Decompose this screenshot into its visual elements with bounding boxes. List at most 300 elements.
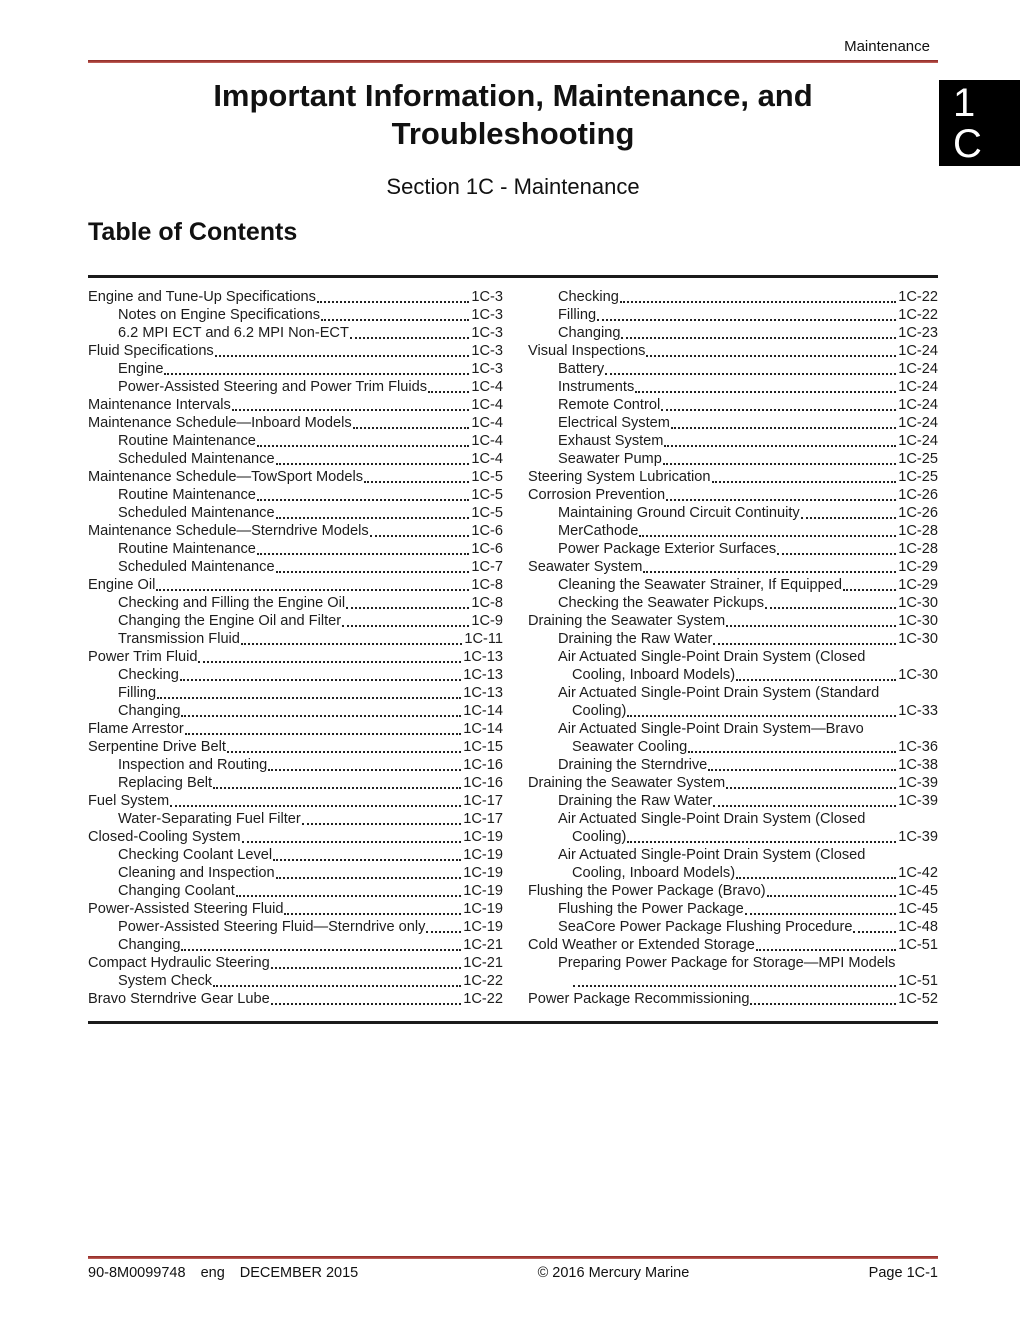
toc-entry-label: Maintenance Schedule—Sterndrive Models — [88, 523, 369, 539]
toc-leader-dots — [364, 481, 469, 483]
toc-entry-label: Air Actuated Single-Point Drain System (Standard — [558, 685, 880, 701]
toc-leader-dots — [271, 967, 462, 969]
toc-entry — [528, 936, 938, 954]
table-of-contents — [88, 288, 938, 1008]
toc-entry-label: Cleaning and Inspection — [118, 865, 275, 881]
toc-leader-dots — [756, 949, 896, 951]
toc-page-number: 1C-24 — [898, 415, 938, 431]
toc-entry-label: Power-Assisted Steering Fluid—Sterndrive only — [118, 919, 426, 935]
section-tab-letter: C — [953, 122, 982, 166]
toc-entry — [528, 450, 938, 468]
toc-page-number: 1C-22 — [463, 991, 503, 1007]
toc-entry-label: Water-Separating Fuel Filter — [118, 811, 301, 827]
toc-entry — [528, 540, 938, 558]
toc-leader-dots — [627, 841, 896, 843]
toc-page-number: 1C-19 — [463, 901, 503, 917]
toc-page-number: 1C-25 — [898, 451, 938, 467]
toc-entry — [88, 612, 503, 630]
toc-page-number: 1C-5 — [471, 505, 503, 521]
toc-leader-dots — [241, 643, 462, 645]
toc-entry — [528, 324, 938, 342]
toc-entry-label: Filling — [558, 307, 597, 323]
toc-leader-dots — [284, 913, 461, 915]
toc-heading: Table of Contents — [88, 218, 298, 246]
toc-entry — [528, 792, 938, 810]
toc-page-number: 1C-19 — [463, 883, 503, 899]
toc-entry — [88, 306, 503, 324]
toc-page-number: 1C-14 — [463, 703, 503, 719]
toc-leader-dots — [268, 769, 461, 771]
toc-entry-label: Routine Maintenance — [118, 487, 256, 503]
toc-entry — [88, 684, 503, 702]
toc-entry — [528, 288, 938, 306]
toc-page-number: 1C-25 — [898, 469, 938, 485]
toc-leader-dots — [428, 391, 469, 393]
toc-leader-dots — [353, 427, 470, 429]
toc-entry — [88, 576, 503, 594]
toc-page-number: 1C-48 — [898, 919, 938, 935]
toc-page-number: 1C-22 — [898, 307, 938, 323]
toc-entry-label: Serpentine Drive Belt — [88, 739, 226, 755]
toc-entry — [88, 414, 503, 432]
toc-entry-label: Draining the Raw Water — [558, 793, 713, 809]
toc-leader-dots — [276, 463, 470, 465]
toc-entry — [528, 306, 938, 324]
toc-entry-label: Maintenance Schedule—Inboard Models — [88, 415, 352, 431]
toc-entry — [88, 828, 503, 846]
toc-bottom-rule — [88, 1021, 938, 1024]
toc-leader-dots — [597, 319, 896, 321]
toc-page-number: 1C-4 — [471, 433, 503, 449]
toc-entry-label: Changing the Engine Oil and Filter — [118, 613, 342, 629]
toc-right-column — [528, 288, 938, 1008]
toc-entry — [528, 756, 938, 774]
toc-entry — [528, 684, 938, 720]
toc-entry-label: System Check — [118, 973, 213, 989]
toc-entry — [528, 576, 938, 594]
toc-leader-dots — [713, 643, 896, 645]
toc-entry — [528, 918, 938, 936]
page-footer — [88, 1252, 938, 1282]
toc-entry — [88, 486, 503, 504]
toc-entry — [88, 450, 503, 468]
toc-leader-dots — [257, 499, 469, 501]
toc-entry-label: Air Actuated Single-Point Drain System (Closed — [558, 847, 866, 863]
toc-page-number: 1C-7 — [471, 559, 503, 575]
toc-leader-dots — [708, 769, 896, 771]
toc-leader-dots — [276, 877, 462, 879]
toc-entry — [88, 360, 503, 378]
toc-page-number: 1C-52 — [898, 991, 938, 1007]
toc-entry — [528, 954, 938, 990]
toc-entry — [528, 468, 938, 486]
toc-entry-label: Steering System Lubrication — [528, 469, 711, 485]
toc-leader-dots — [227, 751, 461, 753]
toc-page-number: 1C-42 — [898, 865, 938, 881]
toc-leader-dots — [273, 859, 461, 861]
toc-leader-dots — [801, 517, 897, 519]
toc-page-number: 1C-4 — [471, 397, 503, 413]
toc-entry — [88, 468, 503, 486]
toc-entry-label: MerCathode — [558, 523, 639, 539]
section-tab — [939, 80, 1020, 166]
toc-page-number: 1C-13 — [463, 667, 503, 683]
toc-entry — [88, 900, 503, 918]
toc-entry-label: Maintenance Intervals — [88, 397, 231, 413]
toc-entry — [88, 720, 503, 738]
toc-leader-dots — [276, 517, 470, 519]
toc-entry — [88, 918, 503, 936]
toc-entry-label: Scheduled Maintenance — [118, 505, 275, 521]
toc-entry-label: Draining the Sterndrive — [558, 757, 708, 773]
toc-top-rule — [88, 275, 938, 278]
toc-leader-dots — [346, 607, 469, 609]
toc-entry-label: Fluid Specifications — [88, 343, 214, 359]
toc-entry-label: Checking — [558, 289, 619, 305]
toc-page-number: 1C-39 — [898, 775, 938, 791]
page-title — [88, 77, 938, 153]
toc-entry-label: Changing — [118, 703, 181, 719]
toc-page-number: 1C-33 — [898, 703, 938, 719]
toc-leader-dots — [276, 571, 470, 573]
toc-page-number: 1C-9 — [471, 613, 503, 629]
toc-entry — [88, 558, 503, 576]
toc-entry-label: Bravo Sterndrive Gear Lube — [88, 991, 270, 1007]
toc-page-number: 1C-21 — [463, 937, 503, 953]
toc-page-number: 1C-24 — [898, 361, 938, 377]
toc-page-number: 1C-45 — [898, 901, 938, 917]
toc-entry — [88, 288, 503, 306]
toc-entry-label: Cooling) — [572, 829, 627, 845]
toc-leader-dots — [666, 499, 896, 501]
toc-entry-label: Power Trim Fluid — [88, 649, 198, 665]
toc-entry-label: Seawater Pump — [558, 451, 662, 467]
toc-entry-label: Corrosion Prevention — [528, 487, 666, 503]
toc-page-number: 1C-28 — [898, 541, 938, 557]
toc-page-number: 1C-24 — [898, 433, 938, 449]
toc-entry-label: Engine and Tune-Up Specifications — [88, 289, 316, 305]
toc-page-number: 1C-16 — [463, 757, 503, 773]
toc-page-number: 1C-14 — [463, 721, 503, 737]
toc-entry-label: Electrical System — [558, 415, 670, 431]
toc-entry — [528, 486, 938, 504]
toc-entry-label: Cleaning the Seawater Strainer, If Equipped — [558, 577, 842, 593]
toc-page-number: 1C-13 — [463, 685, 503, 701]
toc-leader-dots — [198, 661, 461, 663]
toc-leader-dots — [646, 355, 896, 357]
toc-leader-dots — [350, 337, 469, 339]
toc-page-number: 1C-16 — [463, 775, 503, 791]
toc-page-number: 1C-30 — [898, 667, 938, 683]
toc-page-number: 1C-4 — [471, 451, 503, 467]
toc-entry-label: Power Package Exterior Surfaces — [558, 541, 777, 557]
toc-entry-label: Engine Oil — [88, 577, 156, 593]
toc-leader-dots — [843, 589, 896, 591]
toc-entry-label: Air Actuated Single-Point Drain System—Bravo — [558, 721, 864, 737]
toc-entry-label: Cold Weather or Extended Storage — [528, 937, 755, 953]
toc-entry — [528, 720, 938, 756]
toc-leader-dots — [215, 355, 470, 357]
toc-entry-label: Inspection and Routing — [118, 757, 268, 773]
toc-entry — [528, 396, 938, 414]
toc-leader-dots — [232, 409, 470, 411]
toc-entry-label: Routine Maintenance — [118, 541, 256, 557]
toc-page-number: 1C-19 — [463, 847, 503, 863]
toc-page-number: 1C-51 — [898, 973, 938, 989]
toc-page-number: 1C-36 — [898, 739, 938, 755]
toc-entry-label: Notes on Engine Specifications — [118, 307, 321, 323]
toc-leader-dots — [302, 823, 461, 825]
footer-page-number: Page 1C-1 — [868, 1265, 938, 1281]
toc-entry — [88, 666, 503, 684]
toc-entry — [88, 882, 503, 900]
toc-entry — [88, 756, 503, 774]
page-title-line1: Important Information, Maintenance, and — [213, 78, 813, 113]
toc-entry-label: Cooling, Inboard Models) — [572, 865, 736, 881]
toc-entry-label: Cooling) — [572, 703, 627, 719]
toc-entry-label: Checking Coolant Level — [118, 847, 273, 863]
toc-leader-dots — [242, 841, 462, 843]
toc-entry-label: Remote Control — [558, 397, 661, 413]
toc-page-number: 1C-39 — [898, 793, 938, 809]
toc-entry — [88, 954, 503, 972]
toc-entry — [88, 990, 503, 1008]
toc-entry — [528, 558, 938, 576]
toc-leader-dots — [777, 553, 896, 555]
running-header-title: Maintenance — [844, 38, 930, 55]
toc-entry — [88, 522, 503, 540]
toc-entry-label: Seawater System — [528, 559, 643, 575]
toc-leader-dots — [181, 715, 461, 717]
toc-leader-dots — [213, 985, 461, 987]
toc-entry-label: Draining the Seawater System — [528, 613, 726, 629]
toc-entry-label: Changing — [118, 937, 181, 953]
toc-page-number: 1C-3 — [471, 361, 503, 377]
toc-entry-label: Changing — [558, 325, 621, 341]
toc-entry-label: Air Actuated Single-Point Drain System (Closed — [558, 811, 866, 827]
toc-leader-dots — [370, 535, 470, 537]
toc-page-number: 1C-29 — [898, 577, 938, 593]
toc-entry — [528, 882, 938, 900]
toc-leader-dots — [257, 445, 469, 447]
toc-leader-dots — [664, 445, 896, 447]
footer-document-number: 90-8M0099748 — [88, 1265, 186, 1281]
toc-page-number: 1C-26 — [898, 487, 938, 503]
toc-entry — [528, 378, 938, 396]
toc-page-number: 1C-21 — [463, 955, 503, 971]
toc-entry-label: Changing Coolant — [118, 883, 235, 899]
toc-page-number: 1C-6 — [471, 541, 503, 557]
toc-entry — [88, 810, 503, 828]
toc-page-number: 1C-45 — [898, 883, 938, 899]
toc-page-number: 1C-24 — [898, 343, 938, 359]
toc-page-number: 1C-51 — [898, 937, 938, 953]
toc-page-number: 1C-30 — [898, 613, 938, 629]
toc-leader-dots — [271, 1003, 462, 1005]
toc-entry — [528, 522, 938, 540]
toc-leader-dots — [257, 553, 469, 555]
toc-leader-dots — [181, 949, 461, 951]
running-header — [88, 38, 938, 56]
footer-rule — [88, 1256, 938, 1259]
toc-entry — [88, 594, 503, 612]
toc-entry-label: Flushing the Power Package (Bravo) — [528, 883, 766, 899]
toc-page-number: 1C-23 — [898, 325, 938, 341]
toc-page-number: 1C-30 — [898, 595, 938, 611]
toc-entry — [528, 342, 938, 360]
toc-entry-label: Compact Hydraulic Steering — [88, 955, 270, 971]
toc-entry-label: Cooling, Inboard Models) — [572, 667, 736, 683]
toc-page-number: 1C-3 — [471, 343, 503, 359]
footer-language: eng — [200, 1265, 225, 1281]
toc-entry — [528, 648, 938, 684]
toc-entry-label: Air Actuated Single-Point Drain System (Closed — [558, 649, 866, 665]
toc-leader-dots — [726, 625, 896, 627]
toc-leader-dots — [767, 895, 897, 897]
toc-page-number: 1C-30 — [898, 631, 938, 647]
toc-page-number: 1C-24 — [898, 397, 938, 413]
toc-entry — [88, 324, 503, 342]
toc-entry-label: Flushing the Power Package — [558, 901, 744, 917]
toc-entry — [528, 846, 938, 882]
toc-entry — [88, 540, 503, 558]
toc-leader-dots — [712, 481, 897, 483]
toc-entry-label: Visual Inspections — [528, 343, 646, 359]
toc-page-number: 1C-17 — [463, 811, 503, 827]
toc-entry-label: Exhaust System — [558, 433, 664, 449]
toc-leader-dots — [639, 535, 896, 537]
toc-page-number: 1C-13 — [463, 649, 503, 665]
toc-leader-dots — [661, 409, 896, 411]
toc-entry-label: Fuel System — [88, 793, 170, 809]
toc-page-number: 1C-39 — [898, 829, 938, 845]
toc-entry-label: Battery — [558, 361, 605, 377]
toc-entry-label: Seawater Cooling — [572, 739, 688, 755]
toc-entry-label: Preparing Power Package for Storage—MPI Models — [558, 955, 896, 971]
header-rule — [88, 60, 938, 63]
toc-entry-label: Draining the Seawater System — [528, 775, 726, 791]
toc-entry-label: 6.2 MPI ECT and 6.2 MPI Non-ECT — [118, 325, 349, 341]
toc-page-number: 1C-8 — [471, 577, 503, 593]
toc-entry — [88, 630, 503, 648]
toc-page-number: 1C-4 — [471, 379, 503, 395]
toc-entry-label: Transmission Fluid — [118, 631, 240, 647]
toc-leader-dots — [156, 589, 469, 591]
toc-entry-label: Scheduled Maintenance — [118, 559, 275, 575]
toc-page-number: 1C-15 — [463, 739, 503, 755]
toc-page-number: 1C-22 — [463, 973, 503, 989]
toc-leader-dots — [573, 985, 896, 987]
toc-entry-label: Instruments — [558, 379, 635, 395]
toc-leader-dots — [663, 463, 896, 465]
toc-entry-label: Power-Assisted Steering and Power Trim Fluids — [118, 379, 428, 395]
toc-leader-dots — [236, 895, 461, 897]
section-subtitle: Section 1C - Maintenance — [386, 174, 640, 199]
toc-leader-dots — [627, 715, 896, 717]
toc-entry — [88, 792, 503, 810]
toc-leader-dots — [688, 751, 896, 753]
toc-entry-label: Checking and Filling the Engine Oil — [118, 595, 346, 611]
toc-page-number: 1C-3 — [471, 307, 503, 323]
toc-entry-label: Power Package Recommissioning — [528, 991, 750, 1007]
toc-entry — [88, 864, 503, 882]
toc-page-number: 1C-4 — [471, 415, 503, 431]
toc-entry — [528, 810, 938, 846]
toc-entry — [528, 414, 938, 432]
footer-copyright: © 2016 Mercury Marine — [537, 1265, 690, 1281]
page-title-line2: Troubleshooting — [391, 116, 635, 151]
toc-page-number: 1C-22 — [898, 289, 938, 305]
toc-leader-dots — [726, 787, 896, 789]
toc-entry — [88, 846, 503, 864]
toc-entry — [88, 396, 503, 414]
toc-leader-dots — [745, 913, 896, 915]
toc-leader-dots — [635, 391, 896, 393]
toc-leader-dots — [164, 373, 469, 375]
toc-leader-dots — [605, 373, 896, 375]
toc-page-number: 1C-19 — [463, 919, 503, 935]
toc-entry-label: Engine — [118, 361, 164, 377]
toc-leader-dots — [765, 607, 896, 609]
toc-leader-dots — [643, 571, 896, 573]
toc-page-number: 1C-5 — [471, 469, 503, 485]
toc-leader-dots — [170, 805, 461, 807]
toc-page-number: 1C-29 — [898, 559, 938, 575]
toc-entry — [88, 972, 503, 990]
toc-entry — [88, 774, 503, 792]
toc-leader-dots — [426, 931, 461, 933]
toc-entry-label: Scheduled Maintenance — [118, 451, 275, 467]
toc-entry-label: Closed-Cooling System — [88, 829, 241, 845]
toc-entry — [528, 774, 938, 792]
toc-entry-label: Checking — [118, 667, 179, 683]
toc-entry — [88, 432, 503, 450]
toc-entry — [528, 612, 938, 630]
toc-entry-label: Maintenance Schedule—TowSport Models — [88, 469, 364, 485]
toc-entry — [528, 594, 938, 612]
toc-leader-dots — [317, 301, 469, 303]
toc-page-number: 1C-3 — [471, 325, 503, 341]
toc-entry — [88, 342, 503, 360]
toc-entry-label: Power-Assisted Steering Fluid — [88, 901, 284, 917]
toc-leader-dots — [713, 805, 896, 807]
toc-page-number: 1C-38 — [898, 757, 938, 773]
toc-entry-label: Filling — [118, 685, 157, 701]
toc-page-number: 1C-5 — [471, 487, 503, 503]
toc-entry — [88, 648, 503, 666]
toc-page-number: 1C-11 — [464, 631, 503, 647]
toc-entry — [528, 360, 938, 378]
toc-entry — [88, 702, 503, 720]
toc-left-column — [88, 288, 503, 1008]
toc-entry — [528, 504, 938, 522]
toc-leader-dots — [185, 733, 462, 735]
toc-leader-dots — [157, 697, 461, 699]
toc-entry-label: Replacing Belt — [118, 775, 213, 791]
footer-date: DECEMBER 2015 — [239, 1265, 359, 1281]
toc-entry-label: Maintaining Ground Circuit Continuity — [558, 505, 800, 521]
toc-leader-dots — [736, 877, 896, 879]
toc-leader-dots — [853, 931, 896, 933]
toc-page-number: 1C-19 — [463, 865, 503, 881]
toc-entry-label: Checking the Seawater Pickups — [558, 595, 765, 611]
toc-entry — [528, 900, 938, 918]
toc-leader-dots — [736, 679, 896, 681]
toc-entry — [88, 936, 503, 954]
toc-entry — [528, 630, 938, 648]
toc-leader-dots — [671, 427, 896, 429]
toc-page-number: 1C-19 — [463, 829, 503, 845]
